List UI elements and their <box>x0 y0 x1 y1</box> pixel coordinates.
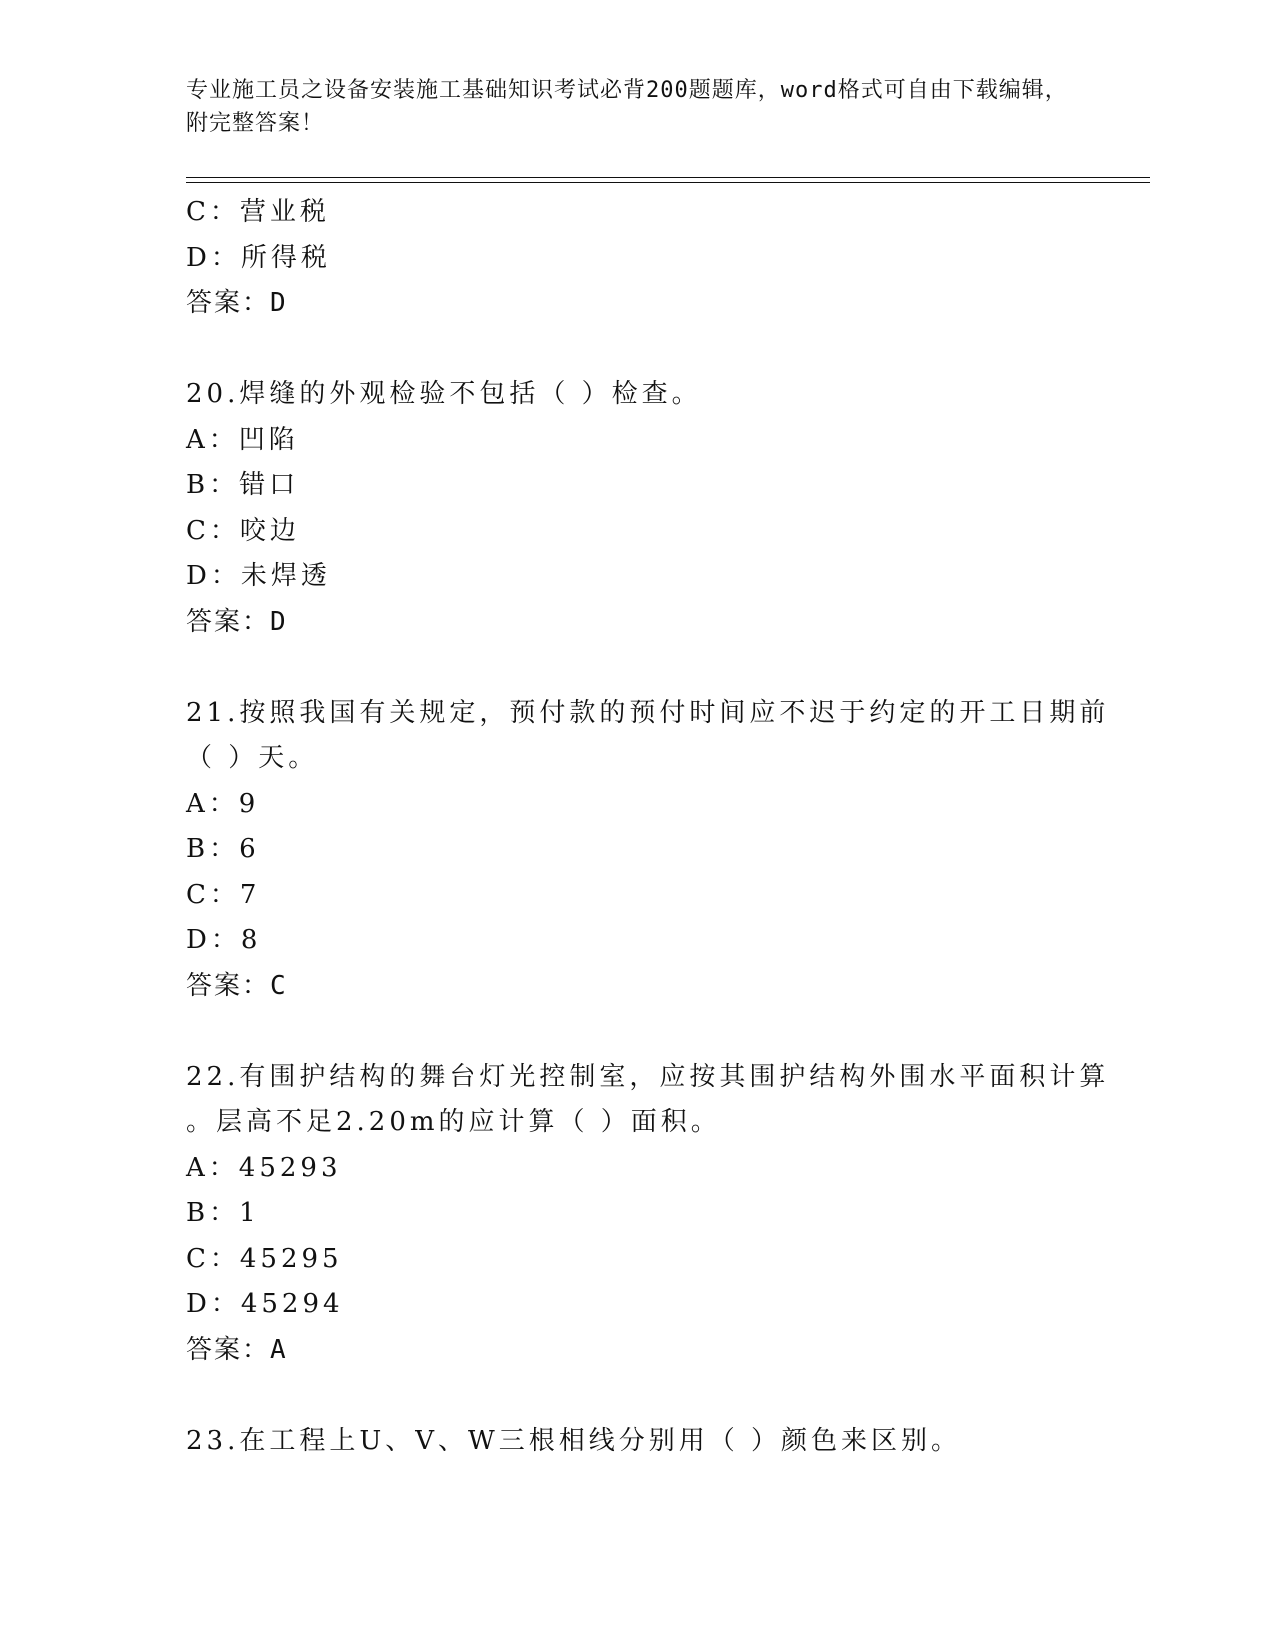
header-divider-bottom <box>186 182 1150 183</box>
option-b: B：1 <box>186 1198 260 1228</box>
question-text-line-2: 。层高不足2.20m的应计算（ ）面积。 <box>186 1107 721 1137</box>
option-d: D：8 <box>186 925 262 955</box>
option-b: B：错口 <box>186 470 300 500</box>
option-a: A：45293 <box>186 1152 342 1183</box>
question-text-line-2: （ ）天。 <box>186 743 319 773</box>
question-block-23 <box>186 1419 1086 1465</box>
option-a: A：9 <box>186 788 260 819</box>
question-block-21 <box>186 691 1110 1010</box>
question-block-20 <box>186 372 1086 645</box>
question-text-line-1: 21.按照我国有关规定，预付款的预付时间应不迟于约定的开工日期前 <box>186 697 1110 728</box>
answer-line: 答案：D <box>186 606 288 637</box>
question-block-19-continued <box>186 190 1086 327</box>
option-c: C：7 <box>186 879 261 910</box>
question-text: 23.在工程上U、V、W三根相线分别用（ ）颜色来区别。 <box>186 1425 962 1456</box>
answer-line: 答案：D <box>186 288 288 318</box>
block-spacer <box>186 1373 1086 1419</box>
question-text: 20.焊缝的外观检验不包括（ ）检查。 <box>186 379 702 409</box>
header-text: 专业施工员之设备安装施工基础知识考试必背200题题库，word格式可自由下载编辑，附完整答案！ <box>186 78 1068 136</box>
question-list <box>186 190 1110 1464</box>
header-divider-top <box>186 177 1150 178</box>
option-d: D：45294 <box>186 1289 344 1319</box>
answer-line: 答案：C <box>186 970 288 1001</box>
block-spacer <box>186 1009 1086 1055</box>
question-block-22 <box>186 1055 1110 1374</box>
option-c: C：咬边 <box>186 515 300 546</box>
option-c: C：45295 <box>186 1243 343 1274</box>
option-d: D：未焊透 <box>186 561 331 591</box>
document-header <box>186 74 1086 140</box>
block-spacer <box>186 327 1086 373</box>
option-a: A：凹陷 <box>186 424 299 455</box>
option-c: C：营业税 <box>186 197 330 227</box>
option-b: B：6 <box>186 834 260 864</box>
option-d: D：所得税 <box>186 242 331 273</box>
block-spacer <box>186 645 1086 691</box>
question-text-line-1: 22.有围护结构的舞台灯光控制室，应按其围护结构外围水平面积计算 <box>186 1061 1110 1092</box>
answer-line: 答案：A <box>186 1334 288 1365</box>
